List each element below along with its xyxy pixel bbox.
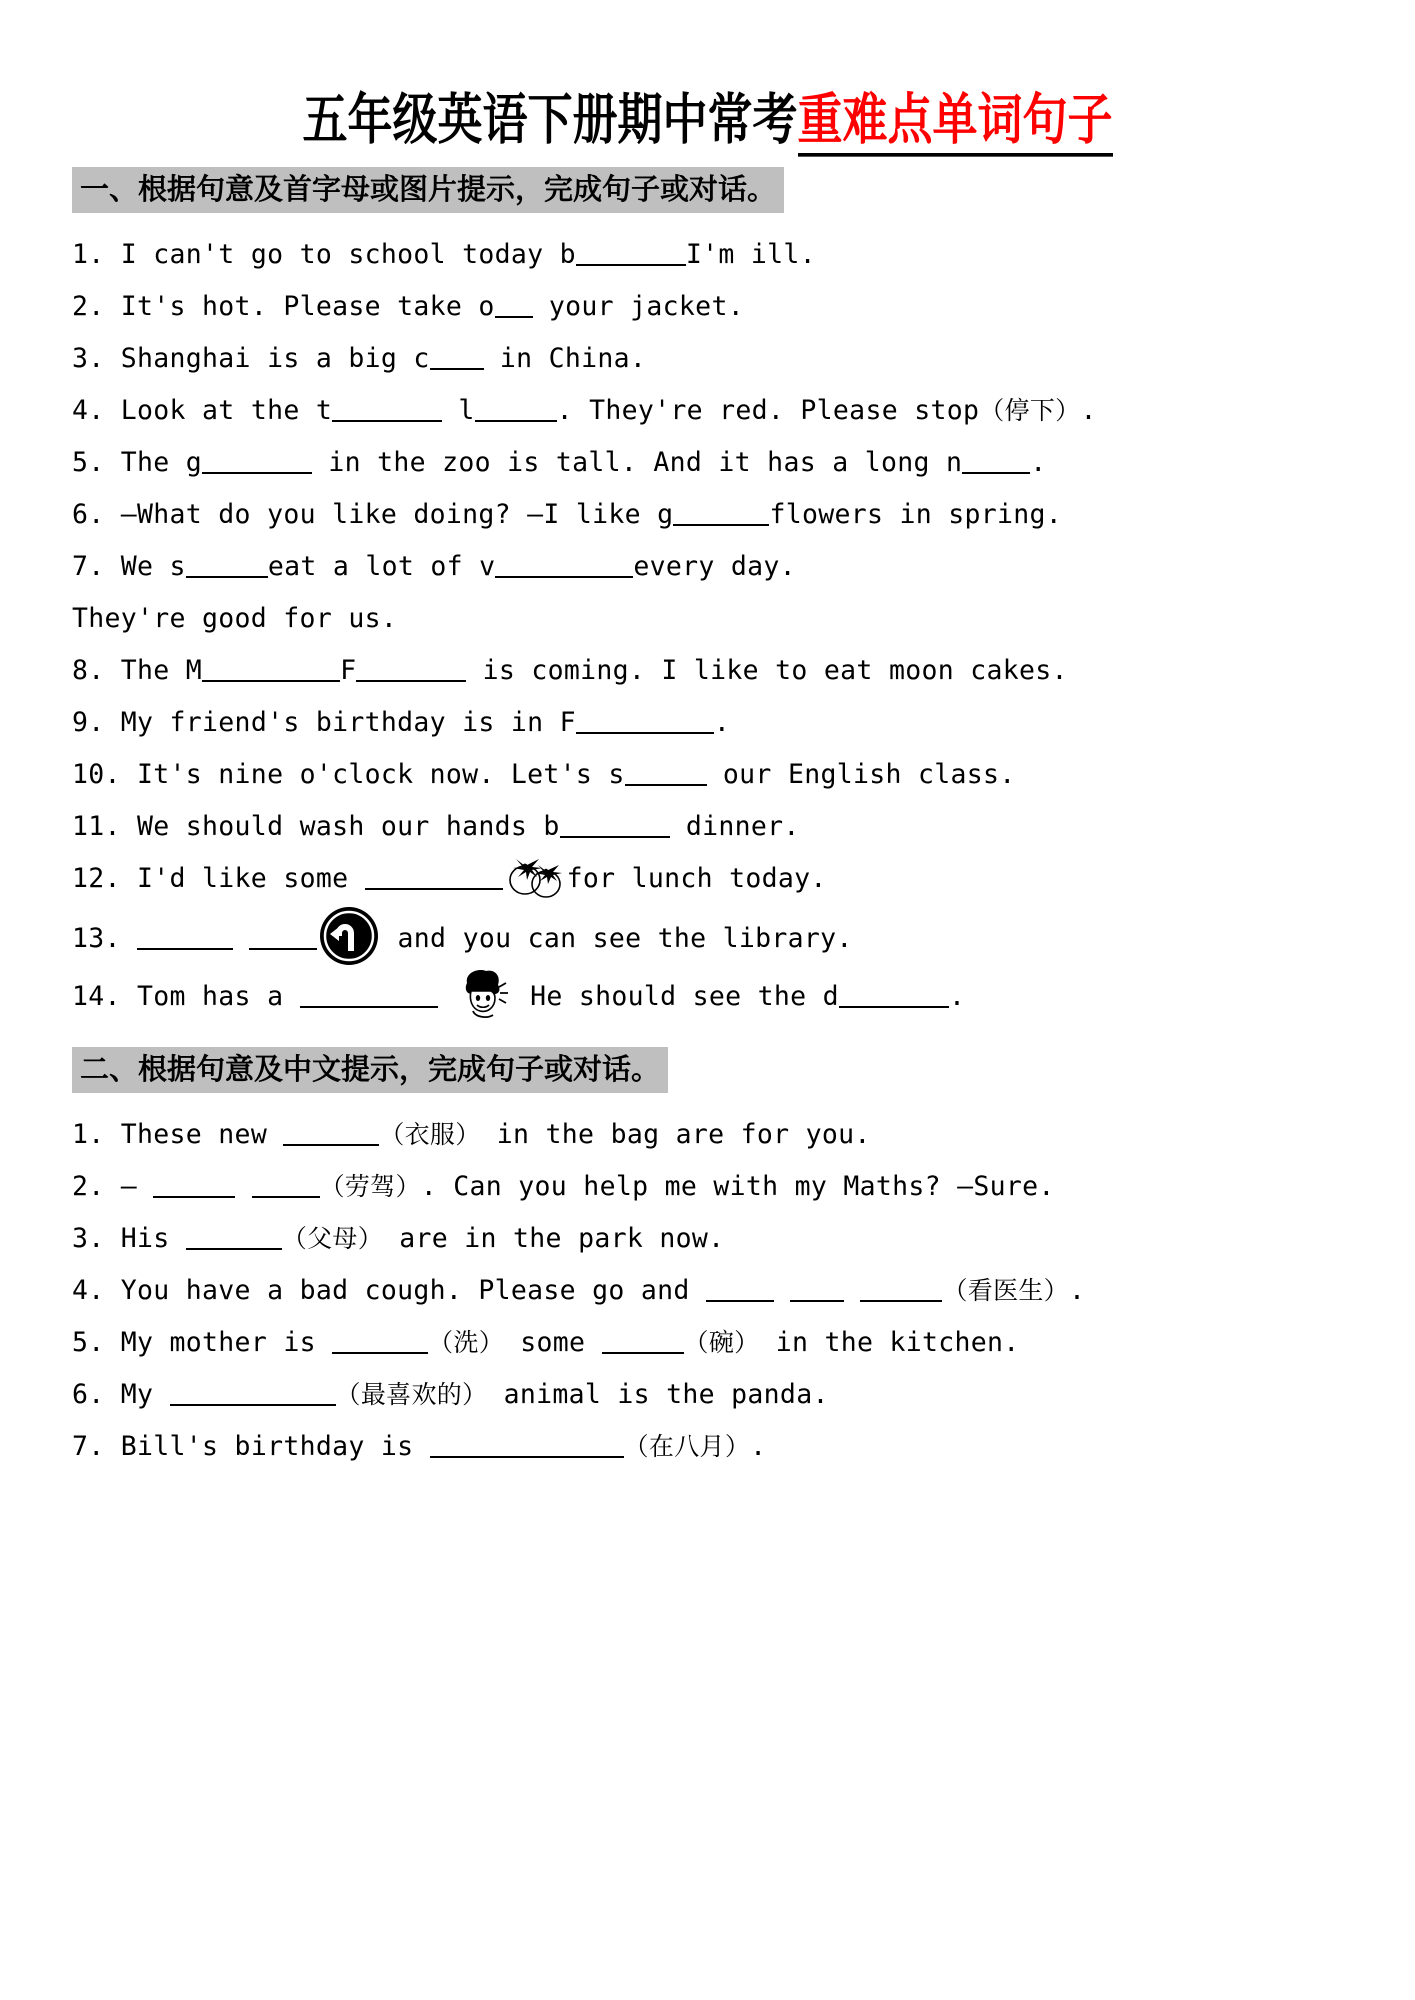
question-line bbox=[72, 1213, 1415, 1265]
question-text: These new bbox=[120, 1119, 284, 1151]
question-line bbox=[72, 489, 1415, 541]
question-text bbox=[438, 981, 454, 1012]
turn-left-sign-icon bbox=[318, 905, 380, 967]
title-red-text: 重难点单词句子 bbox=[798, 87, 1113, 157]
question-text: in the zoo is tall. And it has a long n bbox=[312, 447, 963, 479]
question-text: . bbox=[1080, 395, 1097, 427]
chinese-hint: （停下） bbox=[979, 396, 1081, 426]
question-number: 6. bbox=[72, 499, 105, 531]
question-text: every day. bbox=[633, 551, 796, 583]
question-line bbox=[72, 229, 1415, 281]
question-text: F bbox=[340, 655, 357, 687]
question-list-section-1 bbox=[0, 229, 1415, 1023]
question-text: I can't go to school today b bbox=[120, 239, 576, 271]
chinese-hint: （看医生） bbox=[942, 1276, 1069, 1306]
answer-blank[interactable] bbox=[839, 986, 949, 1008]
question-text: We should wash our hands b bbox=[137, 811, 560, 843]
question-line bbox=[72, 1265, 1415, 1317]
question-text: in China. bbox=[483, 343, 647, 375]
question-text: in the bag are for you. bbox=[480, 1119, 871, 1151]
question-text: My bbox=[120, 1379, 170, 1411]
answer-blank[interactable] bbox=[202, 452, 312, 474]
question-line bbox=[72, 281, 1415, 333]
question-line bbox=[72, 645, 1415, 697]
question-line bbox=[72, 905, 1415, 967]
question-text: . bbox=[750, 1431, 767, 1463]
answer-blank[interactable] bbox=[430, 1436, 624, 1458]
answer-blank[interactable] bbox=[625, 764, 707, 786]
question-number: 1. bbox=[72, 1119, 105, 1151]
answer-blank[interactable] bbox=[576, 712, 714, 734]
answer-blank[interactable] bbox=[962, 452, 1030, 474]
question-number: 3. bbox=[72, 1223, 105, 1255]
question-text: animal is the panda. bbox=[487, 1379, 829, 1411]
question-line bbox=[72, 749, 1415, 801]
toothache-person-icon bbox=[455, 967, 513, 1023]
question-text: The M bbox=[120, 655, 203, 687]
chinese-hint: （洗） bbox=[428, 1328, 504, 1358]
question-text: I'm ill. bbox=[685, 239, 816, 271]
question-line bbox=[72, 437, 1415, 489]
question-text: Tom has a bbox=[137, 981, 300, 1013]
question-text: We s bbox=[120, 551, 186, 583]
question-number: 14. bbox=[72, 981, 121, 1013]
answer-blank[interactable] bbox=[475, 400, 557, 422]
question-number: 12. bbox=[72, 863, 121, 895]
question-text: I'd like some bbox=[137, 863, 365, 895]
question-number: 5. bbox=[72, 1327, 105, 1359]
question-line bbox=[72, 801, 1415, 853]
question-number: 5. bbox=[72, 447, 105, 479]
question-line bbox=[72, 333, 1415, 385]
question-text: eat a lot of v bbox=[267, 551, 496, 583]
question-text: in the kitchen. bbox=[759, 1327, 1020, 1359]
question-line bbox=[72, 385, 1415, 437]
page-title bbox=[0, 0, 1415, 152]
question-line bbox=[72, 853, 1415, 905]
question-number: 2. bbox=[72, 1171, 105, 1203]
answer-blank[interactable] bbox=[560, 816, 670, 838]
question-text: It's nine o'clock now. Let's s bbox=[137, 759, 625, 791]
answer-blank[interactable] bbox=[170, 1384, 336, 1406]
answer-blank[interactable] bbox=[186, 556, 268, 578]
answer-blank[interactable] bbox=[576, 244, 686, 266]
question-text: your jacket. bbox=[532, 291, 744, 323]
question-text: You have a bad cough. Please go and bbox=[120, 1275, 706, 1307]
question-text: . bbox=[1068, 1275, 1086, 1307]
question-text: flowers in spring. bbox=[769, 499, 1063, 531]
answer-blank[interactable] bbox=[249, 928, 317, 950]
question-text bbox=[233, 923, 249, 954]
answer-blank[interactable] bbox=[252, 1176, 320, 1198]
answer-blank[interactable] bbox=[860, 1280, 942, 1302]
question-text: My mother is bbox=[120, 1327, 333, 1359]
question-number: 1. bbox=[72, 239, 105, 271]
question-text: My friend's birthday is in F bbox=[120, 707, 576, 739]
question-text: and you can see the library. bbox=[381, 923, 853, 955]
question-line bbox=[72, 1161, 1415, 1213]
question-line bbox=[72, 967, 1415, 1023]
question-text bbox=[844, 1275, 860, 1306]
answer-blank[interactable] bbox=[332, 400, 442, 422]
answer-blank[interactable] bbox=[153, 1176, 235, 1198]
answer-blank[interactable] bbox=[430, 348, 484, 370]
question-text: . bbox=[948, 981, 966, 1013]
question-number: 2. bbox=[72, 291, 105, 323]
chinese-hint: （劳驾） bbox=[319, 1172, 421, 1202]
chinese-hint: （衣服） bbox=[379, 1120, 481, 1150]
chinese-hint: （碗） bbox=[683, 1328, 760, 1358]
answer-blank[interactable] bbox=[356, 660, 466, 682]
question-line bbox=[72, 593, 1415, 645]
question-number: 3. bbox=[72, 343, 105, 375]
question-number: 4. bbox=[72, 395, 105, 427]
answer-blank[interactable] bbox=[202, 660, 340, 682]
question-list-section-2 bbox=[0, 1109, 1415, 1473]
question-text bbox=[774, 1275, 790, 1306]
question-text: It's hot. Please take o bbox=[120, 291, 495, 323]
question-text: They're good for us. bbox=[72, 603, 398, 635]
answer-blank[interactable] bbox=[300, 986, 438, 1008]
question-text: for lunch today. bbox=[566, 863, 827, 895]
tomato-icon bbox=[504, 853, 566, 899]
answer-blank[interactable] bbox=[495, 296, 533, 318]
question-text: . They're red. Please stop bbox=[556, 395, 980, 427]
answer-blank[interactable] bbox=[137, 928, 233, 950]
question-line bbox=[72, 1369, 1415, 1421]
question-text: l bbox=[442, 395, 475, 427]
answer-blank[interactable] bbox=[602, 1332, 684, 1354]
question-line bbox=[72, 1317, 1415, 1369]
answer-blank[interactable] bbox=[495, 556, 633, 578]
question-number: 9. bbox=[72, 707, 105, 739]
question-number: 4. bbox=[72, 1275, 105, 1307]
answer-blank[interactable] bbox=[186, 1228, 282, 1250]
answer-blank[interactable] bbox=[790, 1280, 844, 1302]
question-line bbox=[72, 697, 1415, 749]
question-text: Look at the t bbox=[120, 395, 333, 427]
question-text: are in the park now. bbox=[383, 1223, 725, 1255]
title-black-text: 五年级英语下册期中常考 bbox=[302, 87, 798, 152]
question-text: some bbox=[504, 1327, 602, 1359]
question-text: — bbox=[120, 1171, 154, 1203]
question-text: . Can you help me with my Maths? —Sure. bbox=[420, 1171, 1055, 1203]
question-number: 7. bbox=[72, 1431, 105, 1463]
question-line bbox=[72, 1421, 1415, 1473]
question-number: 13. bbox=[72, 923, 121, 955]
question-text: dinner. bbox=[669, 811, 800, 843]
question-line bbox=[72, 541, 1415, 593]
question-number: 6. bbox=[72, 1379, 105, 1411]
question-text: He should see the d bbox=[513, 981, 839, 1013]
chinese-hint: （父母） bbox=[281, 1224, 384, 1254]
question-text: our English class. bbox=[706, 759, 1016, 791]
section-heading-1: 一、根据句意及首字母或图片提示，完成句子或对话。 bbox=[72, 167, 784, 213]
question-number: 8. bbox=[72, 655, 105, 687]
chinese-hint: （在八月） bbox=[623, 1432, 751, 1462]
question-text: Bill's birthday is bbox=[120, 1431, 430, 1463]
question-text: . bbox=[713, 707, 731, 739]
question-text: is coming. I like to eat moon cakes. bbox=[466, 655, 1068, 687]
question-text bbox=[235, 1171, 251, 1202]
question-text: Shanghai is a big c bbox=[120, 343, 430, 375]
answer-blank[interactable] bbox=[706, 1280, 774, 1302]
question-text: His bbox=[120, 1223, 186, 1255]
question-text: The g bbox=[120, 447, 203, 479]
question-line bbox=[72, 1109, 1415, 1161]
question-number: 10. bbox=[72, 759, 121, 791]
section-heading-2: 二、根据句意及中文提示，完成句子或对话。 bbox=[72, 1047, 668, 1093]
chinese-hint: （最喜欢的） bbox=[335, 1380, 488, 1410]
answer-blank[interactable] bbox=[673, 504, 769, 526]
answer-blank[interactable] bbox=[365, 868, 503, 890]
question-number: 7. bbox=[72, 551, 105, 583]
answer-blank[interactable] bbox=[332, 1332, 428, 1354]
question-number: 11. bbox=[72, 811, 121, 843]
question-text: —What do you like doing? —I like g bbox=[120, 499, 674, 531]
question-text: . bbox=[1030, 447, 1047, 479]
answer-blank[interactable] bbox=[283, 1124, 379, 1146]
